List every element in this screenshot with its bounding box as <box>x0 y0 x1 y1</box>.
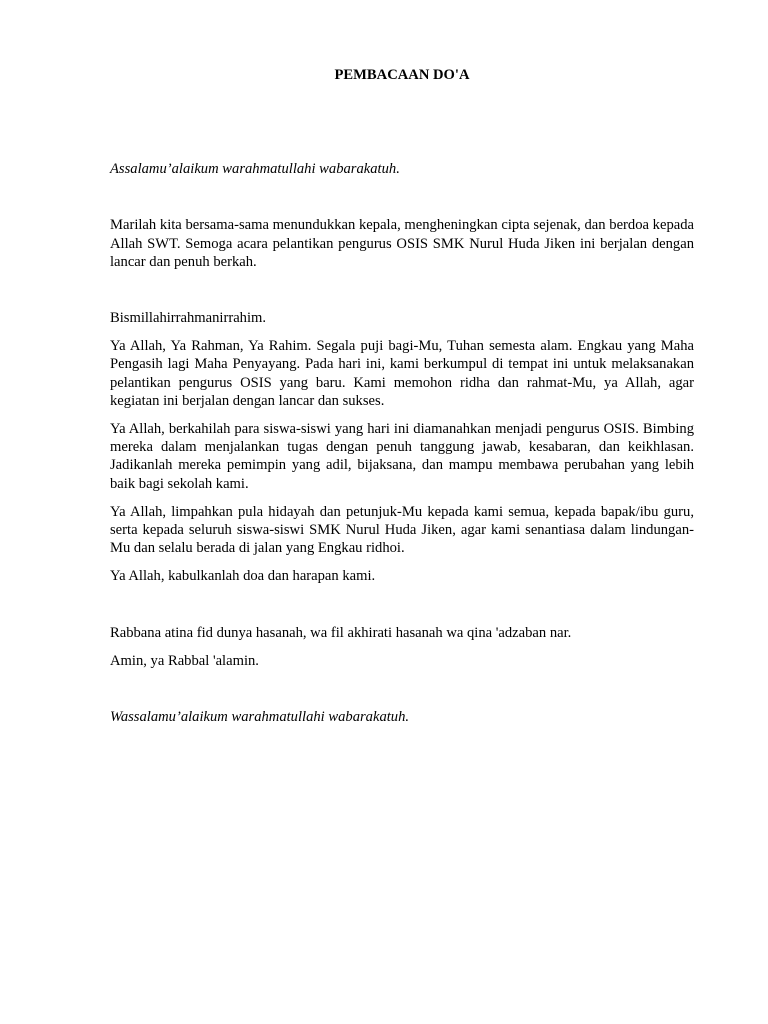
prayer-paragraph-4: Ya Allah, kabulkanlah doa dan harapan kami. <box>110 568 376 585</box>
bismillah-line: Bismillahirrahmanirrahim. <box>110 310 267 327</box>
prayer-paragraph-3: Ya Allah, limpahkan pula hidayah dan petunjuk-Mu kepada kami semua, kepada bapak/ibu guru, serta kepada seluruh siswa-siswi SMK Nurul Huda Jiken, agar kami senantiasa dalam lindungan-Mu dan selalu berada di jalan yang Engkau ridhoi. <box>110 503 694 557</box>
closing-prayer: Rabbana atina fid dunya hasanah, wa fil akhirati hasanah wa qina 'adzaban nar. <box>110 624 572 641</box>
prayer-paragraph-2: Ya Allah, berkahilah para siswa-siswi yang hari ini diamanahkan menjadi pengurus OSIS. Bimbing mereka dalam menjalankan tugas dengan penuh tanggung jawab, kesabaran, dan keikhlasan. Jadikanlah mereka pemimpin yang adil, bijaksana, dan mampu membawa perubahan yang lebih baik bagi sekolah kami. <box>110 421 694 492</box>
document-body <box>110 66 694 726</box>
closing-greeting: Wassalamu’alaikum warahmatullahi wabarakatuh. <box>110 709 410 726</box>
document-title: PEMBACAAN DO'A <box>334 67 470 83</box>
amin-line: Amin, ya Rabbal 'alamin. <box>110 652 259 669</box>
prayer-paragraph-1: Ya Allah, Ya Rahman, Ya Rahim. Segala puji bagi-Mu, Tuhan semesta alam. Engkau yang Maha Pengasih lagi Maha Penyayang. Pada hari ini, kami berkumpul di tempat ini untuk melaksanakan pelantikan pengurus OSIS yang baru. Kami memohon ridha dan rahmat-Mu, ya Allah, agar kegiatan ini berjalan dengan lancar dan sukses. <box>110 338 694 409</box>
opening-greeting: Assalamu’alaikum warahmatullahi wabarakatuh. <box>110 161 400 178</box>
invitation-paragraph: Marilah kita bersama-sama menundukkan kepala, mengheningkan cipta sejenak, dan berdoa kepada Allah SWT. Semoga acara pelantikan pengurus OSIS SMK Nurul Huda Jiken ini berjalan dengan lancar dan penuh berkah. <box>110 217 694 270</box>
